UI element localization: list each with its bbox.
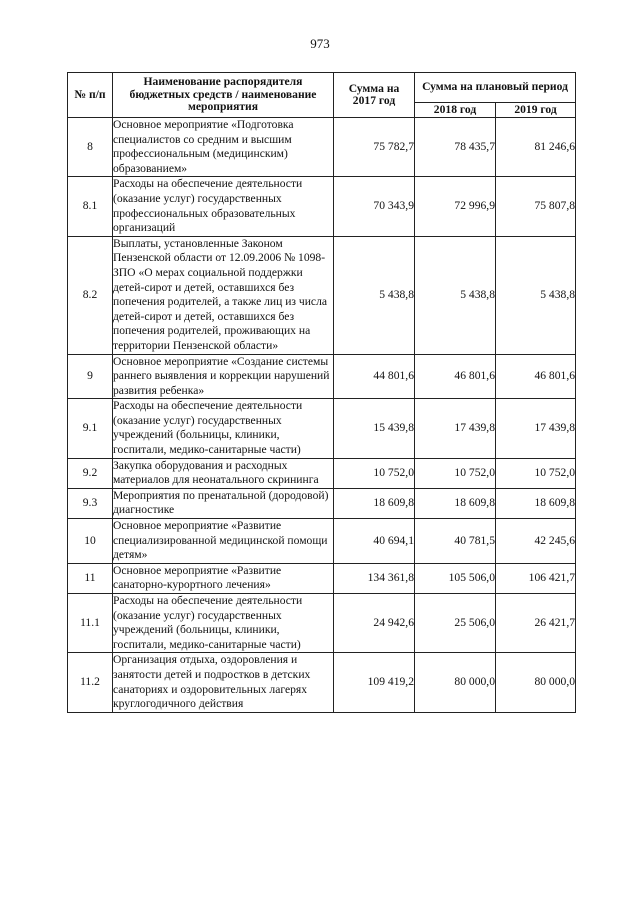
- row-sum-2018: 72 996,9: [415, 177, 496, 236]
- row-sum-2019: 10 752,0: [496, 458, 576, 488]
- row-sum-2017: 75 782,7: [334, 118, 415, 177]
- row-sum-2019: 42 245,6: [496, 519, 576, 564]
- table-row: [68, 458, 576, 488]
- table-row: [68, 354, 576, 399]
- row-sum-2018: 105 506,0: [415, 563, 496, 593]
- row-sum-2018: 17 439,8: [415, 399, 496, 458]
- table-row: [68, 118, 576, 177]
- row-sum-2019: 18 609,8: [496, 488, 576, 518]
- page-number: 973: [310, 36, 330, 51]
- row-sum-2018: 40 781,5: [415, 519, 496, 564]
- table-row: [68, 519, 576, 564]
- row-name: Основное мероприятие «Развитие санаторно-курортного лечения»: [113, 563, 334, 593]
- row-name: Основное мероприятие «Создание системы раннего выявления и коррекции нарушений развития ребенка»: [113, 354, 334, 399]
- row-sum-2018: 25 506,0: [415, 594, 496, 653]
- header-name: Наименование распорядителя бюджетных средств / наименование мероприятия: [113, 73, 334, 118]
- row-sum-2018: 18 609,8: [415, 488, 496, 518]
- row-sum-2017: 40 694,1: [334, 519, 415, 564]
- row-number: 8.2: [68, 236, 113, 354]
- table-row: [68, 563, 576, 593]
- header-number: № п/п: [68, 73, 113, 118]
- table-row: [68, 399, 576, 458]
- row-name: Выплаты, установленные Законом Пензенской области от 12.09.2006 № 1098-ЗПО «О мерах социальной поддержки детей-сирот и детей, оставшихся без попечения родителей, а также лиц из числа детей-сирот и детей, оставшихся без попечения родителей, проживающих на территории Пензенской области»: [113, 236, 334, 354]
- header-year-2019: 2019 год: [496, 103, 576, 118]
- table-row: [68, 488, 576, 518]
- row-number: 9: [68, 354, 113, 399]
- row-sum-2018: 80 000,0: [415, 653, 496, 712]
- row-number: 9.1: [68, 399, 113, 458]
- row-sum-2017: 24 942,6: [334, 594, 415, 653]
- header-year-2018: 2018 год: [415, 103, 496, 118]
- budget-table: [67, 72, 576, 713]
- row-sum-2017: 109 419,2: [334, 653, 415, 712]
- row-sum-2017: 134 361,8: [334, 563, 415, 593]
- header-planned-period: Сумма на плановый период: [415, 73, 576, 103]
- table-row: [68, 177, 576, 236]
- table-row: [68, 236, 576, 354]
- row-sum-2019: 106 421,7: [496, 563, 576, 593]
- row-number: 9.2: [68, 458, 113, 488]
- row-sum-2018: 5 438,8: [415, 236, 496, 354]
- row-name: Расходы на обеспечение деятельности (оказание услуг) государственных профессиональных образовательных организаций: [113, 177, 334, 236]
- row-sum-2019: 75 807,8: [496, 177, 576, 236]
- row-sum-2017: 15 439,8: [334, 399, 415, 458]
- row-sum-2019: 81 246,6: [496, 118, 576, 177]
- row-name: Закупка оборудования и расходных материалов для неонатального скрининга: [113, 458, 334, 488]
- row-name: Расходы на обеспечение деятельности (оказание услуг) государственных учреждений (больницы, клиники, госпитали, медико-санитарные части): [113, 399, 334, 458]
- row-sum-2017: 5 438,8: [334, 236, 415, 354]
- row-name: Расходы на обеспечение деятельности (оказание услуг) государственных учреждений (больницы, клиники, госпитали, медико-санитарные части): [113, 594, 334, 653]
- row-sum-2017: 70 343,9: [334, 177, 415, 236]
- row-sum-2017: 18 609,8: [334, 488, 415, 518]
- table-row: [68, 653, 576, 712]
- row-number: 8: [68, 118, 113, 177]
- row-sum-2019: 46 801,6: [496, 354, 576, 399]
- header-sum-2017: Сумма на 2017 год: [334, 73, 415, 118]
- row-sum-2017: 44 801,6: [334, 354, 415, 399]
- row-sum-2019: 26 421,7: [496, 594, 576, 653]
- row-number: 10: [68, 519, 113, 564]
- row-name: Организация отдыха, оздоровления и занятости детей и подростков в детских санаториях и оздоровительных лагерях круглогодичного действия: [113, 653, 334, 712]
- row-sum-2018: 78 435,7: [415, 118, 496, 177]
- row-number: 9.3: [68, 488, 113, 518]
- table-row: [68, 594, 576, 653]
- row-sum-2018: 46 801,6: [415, 354, 496, 399]
- row-sum-2019: 80 000,0: [496, 653, 576, 712]
- row-number: 11.1: [68, 594, 113, 653]
- row-name: Мероприятия по пренатальной (дородовой) диагностике: [113, 488, 334, 518]
- row-name: Основное мероприятие «Развитие специализированной медицинской помощи детям»: [113, 519, 334, 564]
- row-number: 8.1: [68, 177, 113, 236]
- row-sum-2019: 17 439,8: [496, 399, 576, 458]
- row-number: 11: [68, 563, 113, 593]
- row-sum-2019: 5 438,8: [496, 236, 576, 354]
- row-name: Основное мероприятие «Подготовка специалистов со средним и высшим профессиональным (медицинским) образованием»: [113, 118, 334, 177]
- row-sum-2018: 10 752,0: [415, 458, 496, 488]
- row-sum-2017: 10 752,0: [334, 458, 415, 488]
- row-number: 11.2: [68, 653, 113, 712]
